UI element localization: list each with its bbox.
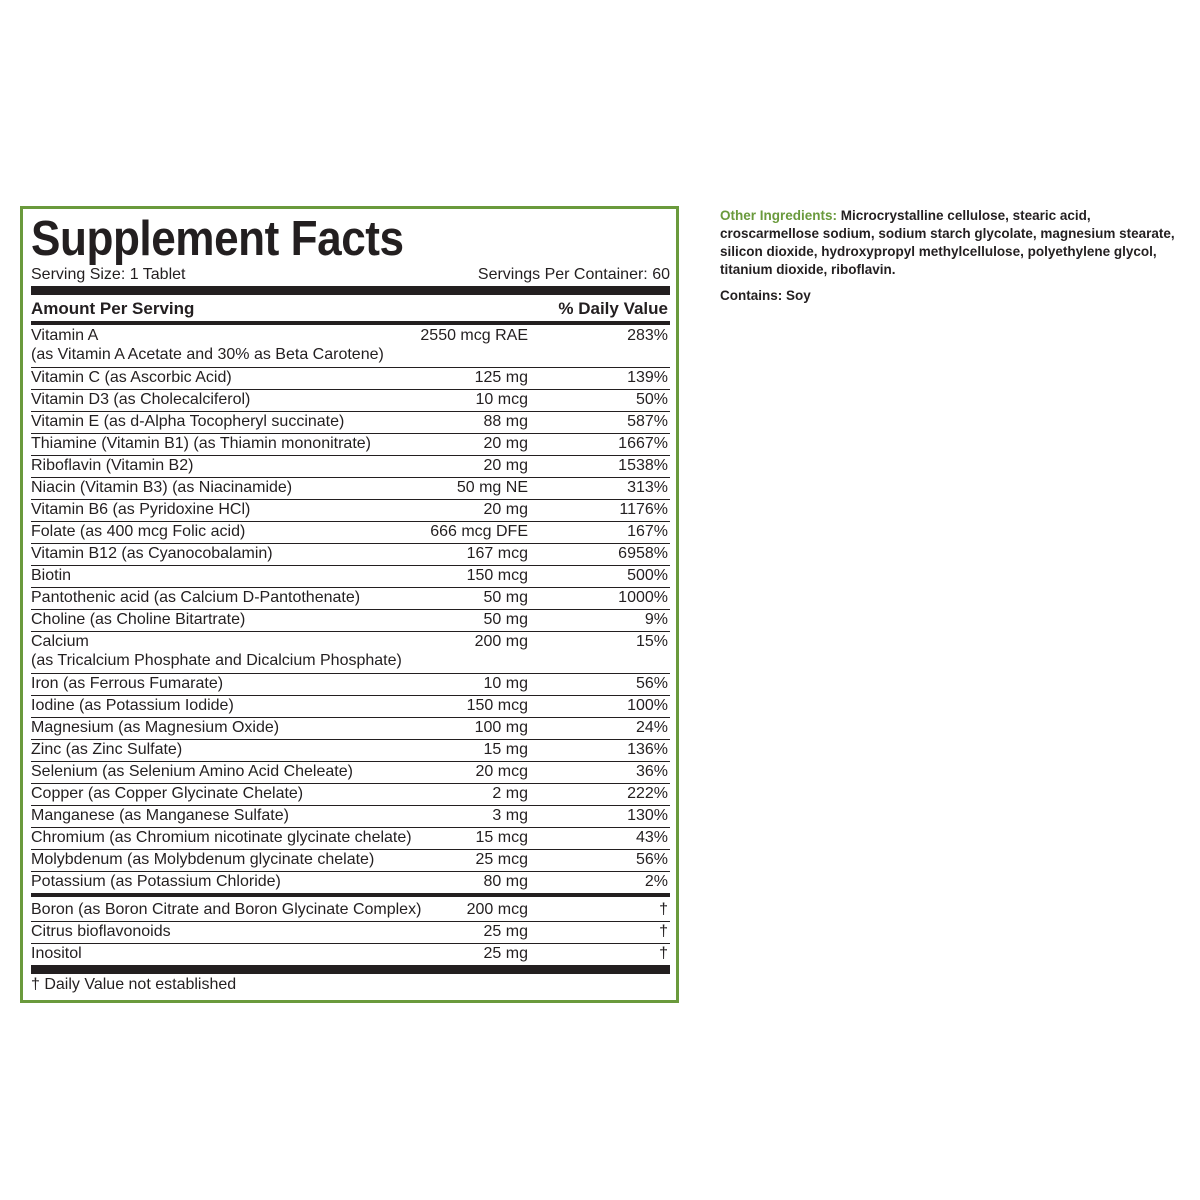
nutrient-daily-value: † [659, 901, 668, 918]
column-header [31, 298, 670, 320]
nutrient-amount: 80 mg [483, 873, 528, 890]
nutrient-daily-value: 43% [635, 829, 668, 846]
nutrient-amount: 3 mg [492, 807, 528, 824]
nutrient-row [31, 566, 670, 588]
nutrient-name: Vitamin B12 (as Cyanocobalamin) [31, 545, 273, 562]
nutrient-name: Choline (as Choline Bitartrate) [31, 611, 246, 628]
divider-header [31, 321, 670, 325]
nutrient-daily-value: 56% [635, 675, 668, 692]
nutrient-row [31, 922, 670, 944]
nutrient-row [31, 828, 670, 850]
nutrient-daily-value: 313% [627, 479, 668, 496]
nutrient-amount: 666 mcg DFE [430, 523, 528, 540]
nutrient-daily-value: 1538% [618, 457, 668, 474]
nutrient-row [31, 632, 670, 674]
nutrient-row [31, 900, 670, 922]
nutrient-daily-value: † [659, 945, 668, 962]
nutrient-name: Boron (as Boron Citrate and Boron Glycinate Complex) [31, 901, 422, 918]
nutrient-amount: 20 mg [483, 457, 528, 474]
nutrient-daily-value: 56% [635, 851, 668, 868]
nutrient-name: Calcium [31, 633, 89, 650]
nutrient-amount: 50 mg [483, 611, 528, 628]
nutrient-amount: 25 mg [483, 923, 528, 940]
nutrient-daily-value: 283% [627, 327, 668, 344]
nutrient-daily-value: 6958% [618, 545, 668, 562]
nutrient-daily-value: 139% [627, 369, 668, 386]
nutrient-row [31, 718, 670, 740]
footnote: † Daily Value not established [31, 976, 237, 993]
nutrient-amount: 150 mcg [466, 567, 528, 584]
divider-extra [31, 893, 670, 897]
nutrient-daily-value: 1667% [618, 435, 668, 452]
servings-per-container: Servings Per Container: 60 [477, 266, 670, 283]
nutrient-name: Copper (as Copper Glycinate Chelate) [31, 785, 304, 802]
nutrient-row [31, 872, 670, 894]
nutrient-name: Iron (as Ferrous Fumarate) [31, 675, 224, 692]
divider-thick-top [31, 286, 670, 295]
nutrient-row [31, 762, 670, 784]
divider-thick-bottom [31, 965, 670, 974]
nutrient-row [31, 784, 670, 806]
nutrient-amount: 200 mcg [466, 901, 528, 918]
nutrient-daily-value: 587% [627, 413, 668, 430]
nutrient-name: Riboflavin (Vitamin B2) [31, 457, 194, 474]
nutrient-amount: 20 mcg [475, 763, 528, 780]
nutrient-daily-value: 15% [635, 633, 668, 650]
nutrient-row [31, 544, 670, 566]
nutrient-source: (as Vitamin A Acetate and 30% as Beta Carotene) [31, 346, 384, 363]
nutrient-row [31, 456, 670, 478]
other-ingredients-text: Microcrystalline cellulose, stearic acid, croscarmellose sodium, sodium starch glycolate, magnesium stearate, silicon dioxide, hydroxypropyl methylcellulose, polyethylene glycol, titanium dioxide, riboflavin. [720, 208, 1175, 277]
nutrient-name: Molybdenum (as Molybdenum glycinate chelate) [31, 851, 375, 868]
nutrient-row [31, 806, 670, 828]
nutrient-daily-value: 9% [644, 611, 668, 628]
nutrient-row [31, 434, 670, 456]
nutrient-amount: 10 mg [483, 675, 528, 692]
nutrient-amount: 20 mg [483, 435, 528, 452]
nutrient-daily-value: 1176% [619, 501, 668, 518]
nutrient-name: Vitamin D3 (as Cholecalciferol) [31, 391, 251, 408]
nutrient-daily-value: 222% [627, 785, 668, 802]
nutrient-name: Zinc (as Zinc Sulfate) [31, 741, 183, 758]
nutrient-amount: 125 mg [474, 369, 528, 386]
other-ingredients [720, 207, 1190, 279]
nutrient-name: Chromium (as Chromium nicotinate glycinate chelate) [31, 829, 412, 846]
nutrient-row [31, 850, 670, 872]
nutrient-name: Vitamin A [31, 327, 99, 344]
nutrient-name: Magnesium (as Magnesium Oxide) [31, 719, 280, 736]
nutrient-row [31, 326, 670, 368]
nutrient-row [31, 500, 670, 522]
nutrient-amount: 2 mg [492, 785, 528, 802]
nutrient-row [31, 522, 670, 544]
nutrient-row [31, 368, 670, 390]
contains-allergen: Contains: Soy [720, 288, 811, 303]
nutrient-daily-value: 1000% [618, 589, 668, 606]
nutrient-name: Potassium (as Potassium Chloride) [31, 873, 281, 890]
extra-nutrient-list [31, 900, 670, 966]
nutrient-list [31, 326, 670, 894]
nutrient-row [31, 674, 670, 696]
nutrient-amount: 150 mcg [466, 697, 528, 714]
nutrient-amount: 10 mcg [475, 391, 528, 408]
supplement-facts-panel [20, 206, 679, 1003]
nutrient-row [31, 412, 670, 434]
other-ingredients-label: Other Ingredients: [720, 208, 838, 223]
nutrient-amount: 25 mcg [475, 851, 528, 868]
nutrient-row [31, 478, 670, 500]
nutrient-row [31, 588, 670, 610]
nutrient-daily-value: 100% [627, 697, 668, 714]
nutrient-daily-value: 167% [627, 523, 668, 540]
nutrient-amount: 2550 mcg RAE [420, 327, 528, 344]
nutrient-name: Manganese (as Manganese Sulfate) [31, 807, 289, 824]
nutrient-name: Iodine (as Potassium Iodide) [31, 697, 234, 714]
nutrient-daily-value: † [659, 923, 668, 940]
nutrient-name: Pantothenic acid (as Calcium D-Pantothenate) [31, 589, 361, 606]
amount-header: Amount Per Serving [31, 299, 195, 318]
nutrient-name: Selenium (as Selenium Amino Acid Cheleate) [31, 763, 353, 780]
nutrient-name: Folate (as 400 mcg Folic acid) [31, 523, 246, 540]
nutrient-row [31, 740, 670, 762]
nutrient-amount: 50 mg NE [456, 479, 528, 496]
nutrient-daily-value: 500% [627, 567, 668, 584]
nutrient-amount: 100 mg [474, 719, 528, 736]
nutrient-amount: 167 mcg [466, 545, 528, 562]
serving-info [31, 265, 670, 285]
nutrient-amount: 15 mcg [475, 829, 528, 846]
nutrient-amount: 50 mg [483, 589, 528, 606]
nutrient-amount: 200 mg [474, 633, 528, 650]
nutrient-amount: 25 mg [483, 945, 528, 962]
nutrient-name: Biotin [31, 567, 72, 584]
nutrient-name: Vitamin E (as d-Alpha Tocopheryl succinate) [31, 413, 345, 430]
nutrient-amount: 15 mg [483, 741, 528, 758]
nutrient-name: Inositol [31, 945, 82, 962]
other-ingredients-block [720, 207, 1190, 305]
nutrient-amount: 20 mg [483, 501, 528, 518]
nutrient-daily-value: 36% [635, 763, 668, 780]
nutrient-daily-value: 24% [635, 719, 668, 736]
nutrient-daily-value: 2% [644, 873, 668, 890]
nutrient-daily-value: 50% [635, 391, 668, 408]
nutrient-source: (as Tricalcium Phosphate and Dicalcium Phosphate) [31, 652, 402, 669]
facts-title: Supplement Facts [31, 212, 404, 266]
nutrient-name: Vitamin B6 (as Pyridoxine HCl) [31, 501, 251, 518]
nutrient-name: Thiamine (Vitamin B1) (as Thiamin mononitrate) [31, 435, 371, 452]
serving-size: Serving Size: 1 Tablet [31, 266, 186, 283]
nutrient-daily-value: 130% [627, 807, 668, 824]
nutrient-name: Vitamin C (as Ascorbic Acid) [31, 369, 232, 386]
nutrient-row [31, 696, 670, 718]
nutrient-amount: 88 mg [483, 413, 528, 430]
nutrient-daily-value: 136% [627, 741, 668, 758]
dv-header: % Daily Value [558, 299, 668, 318]
nutrient-row [31, 390, 670, 412]
nutrient-name: Niacin (Vitamin B3) (as Niacinamide) [31, 479, 293, 496]
nutrient-row [31, 944, 670, 966]
nutrient-row [31, 610, 670, 632]
nutrient-name: Citrus bioflavonoids [31, 923, 171, 940]
